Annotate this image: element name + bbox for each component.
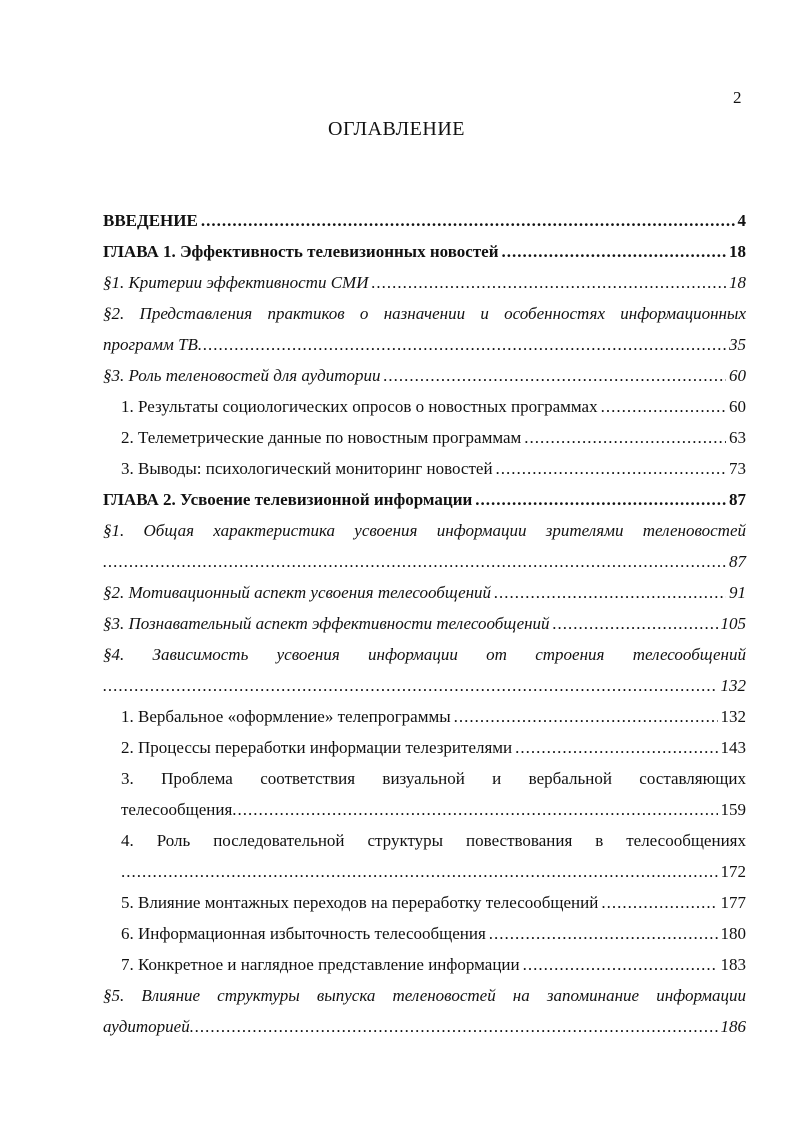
toc-entry-ch2-section-4[interactable]	[103, 639, 746, 670]
toc-entry-label-cont: телесообщения	[121, 800, 233, 819]
toc-entry-label: 2. Телеметрические данные по новостным программам	[121, 428, 522, 447]
dot-leader	[496, 453, 726, 484]
dot-leader	[475, 484, 726, 515]
dot-leader	[232, 794, 717, 825]
toc-entry-ch2-s4-item-4[interactable]	[103, 825, 746, 856]
dot-leader	[494, 577, 726, 608]
toc-entry-label-cont: аудиторией	[103, 1017, 190, 1036]
toc-entry-label: 3. Выводы: психологический мониторинг новостей	[121, 459, 493, 478]
toc-entry-label: §1. Общая характеристика усвоения информации зрителями теленовостей	[103, 521, 746, 540]
toc-entry-label: 2. Процессы переработки информации телезрителями	[121, 738, 513, 757]
toc-entry-ch1-s3-item-3[interactable]	[103, 453, 746, 484]
toc-entry-label: 3. Проблема соответствия визуальной и вербальной составляющих	[121, 769, 746, 788]
toc-entry-ch2-section-2[interactable]	[103, 577, 746, 608]
dot-leader	[103, 546, 726, 577]
toc-entry-label: 4. Роль последовательной структуры повествования в телесообщениях	[121, 831, 746, 850]
toc-entry-page: 73	[729, 459, 746, 478]
toc-entry-ch2-s4-item-1[interactable]	[103, 701, 746, 732]
toc-entry-ch2-s4-item-3[interactable]	[103, 763, 746, 794]
toc-entry-ch2-section-5[interactable]	[103, 980, 746, 1011]
page-number: 2	[733, 88, 742, 107]
toc-entry-ch2-s4-item-2[interactable]	[103, 732, 746, 763]
dot-leader	[601, 391, 726, 422]
toc-entry-label: §5. Влияние структуры выпуска теленовостей на запоминание информации	[103, 986, 746, 1005]
dot-leader	[384, 360, 726, 391]
toc-entry-ch1-section-2-cont[interactable]	[103, 329, 746, 360]
toc-entry-page: 177	[720, 893, 746, 912]
dot-leader	[502, 236, 726, 267]
toc-entry-label: §3. Познавательный аспект эффективности телесообщений	[103, 614, 550, 633]
toc-entry-ch1-section-3[interactable]	[103, 360, 746, 391]
toc-entry-ch2-section-1[interactable]	[103, 515, 746, 546]
dot-leader	[103, 670, 718, 701]
toc-entry-label: 1. Вербальное «оформление» телепрограммы	[121, 707, 451, 726]
dot-leader	[121, 856, 718, 887]
toc-entry-ch2-section-4-cont[interactable]	[103, 670, 746, 701]
dot-leader	[371, 267, 726, 298]
toc-entry-page: 63	[729, 428, 746, 447]
toc-entry-page: 183	[720, 955, 746, 974]
toc-entry-page: 87	[729, 490, 746, 509]
toc-entry-page: 91	[729, 583, 746, 602]
toc-entry-label: §3. Роль теленовостей для аудитории	[103, 366, 381, 385]
toc-entry-page: 180	[720, 924, 746, 943]
toc-entry-chapter-1[interactable]	[103, 236, 746, 267]
toc-entry-page: 132	[720, 676, 746, 695]
toc-entry-label: 6. Информационная избыточность телесообщения	[121, 924, 486, 943]
dot-leader	[601, 887, 717, 918]
toc-entry-ch2-section-5-cont[interactable]	[103, 1011, 746, 1042]
dot-leader	[190, 1011, 718, 1042]
toc-entry-page: 159	[720, 800, 746, 819]
page-title: ОГЛАВЛЕНИЕ	[328, 118, 465, 140]
toc-entry-introduction[interactable]	[103, 205, 746, 236]
toc-entry-label-cont: программ ТВ	[103, 335, 198, 354]
toc-entry-page: 143	[720, 738, 746, 757]
toc-entry-ch1-s3-item-1[interactable]	[103, 391, 746, 422]
toc-entry-page: 186	[720, 1017, 746, 1036]
dot-leader	[454, 701, 718, 732]
toc-entry-ch2-s4-item-4-cont[interactable]	[103, 856, 746, 887]
toc-entry-ch1-s3-item-2[interactable]	[103, 422, 746, 453]
toc-entry-label: ГЛАВА 1. Эффективность телевизионных новостей	[103, 242, 499, 261]
dot-leader	[489, 918, 718, 949]
toc-entry-page: 4	[737, 211, 746, 230]
toc-entry-label: §2. Мотивационный аспект усвоения телесообщений	[103, 583, 492, 602]
toc-entry-ch2-s4-item-7[interactable]	[103, 949, 746, 980]
toc-entry-page: 18	[729, 242, 746, 261]
toc-entry-ch2-s4-item-3-cont[interactable]	[103, 794, 746, 825]
toc-entry-label: 1. Результаты социологических опросов о новостных программах	[121, 397, 598, 416]
dot-leader	[523, 949, 718, 980]
table-of-contents	[103, 205, 746, 1042]
toc-entry-label: ГЛАВА 2. Усвоение телевизионной информации	[103, 490, 473, 509]
toc-entry-label: §1. Критерии эффективности СМИ	[103, 273, 369, 292]
toc-entry-page: 60	[729, 397, 746, 416]
toc-entry-label: §4. Зависимость усвоения информации от строения телесообщений	[103, 645, 746, 664]
toc-entry-page: 18	[729, 273, 746, 292]
dot-leader	[524, 422, 726, 453]
toc-entry-ch2-section-3[interactable]	[103, 608, 746, 639]
toc-entry-ch2-s4-item-6[interactable]	[103, 918, 746, 949]
toc-entry-chapter-2[interactable]	[103, 484, 746, 515]
dot-leader	[515, 732, 717, 763]
toc-entry-ch1-section-2[interactable]	[103, 298, 746, 329]
dot-leader	[553, 608, 718, 639]
toc-entry-ch2-s4-item-5[interactable]	[103, 887, 746, 918]
toc-entry-page: 60	[729, 366, 746, 385]
toc-entry-ch2-section-1-cont[interactable]	[103, 546, 746, 577]
toc-entry-label: §2. Представления практиков о назначении и особенностях информационных	[103, 304, 746, 323]
toc-entry-page: 105	[720, 614, 746, 633]
toc-entry-label: ВВЕДЕНИЕ	[103, 211, 198, 230]
dot-leader	[198, 329, 726, 360]
toc-entry-ch1-section-1[interactable]	[103, 267, 746, 298]
dot-leader	[201, 205, 735, 236]
toc-entry-page: 132	[720, 707, 746, 726]
toc-entry-page: 87	[729, 552, 746, 571]
toc-entry-page: 35	[729, 335, 746, 354]
toc-entry-label: 5. Влияние монтажных переходов на переработку телесообщений	[121, 893, 599, 912]
toc-entry-page: 172	[720, 862, 746, 881]
toc-entry-label: 7. Конкретное и наглядное представление информации	[121, 955, 520, 974]
